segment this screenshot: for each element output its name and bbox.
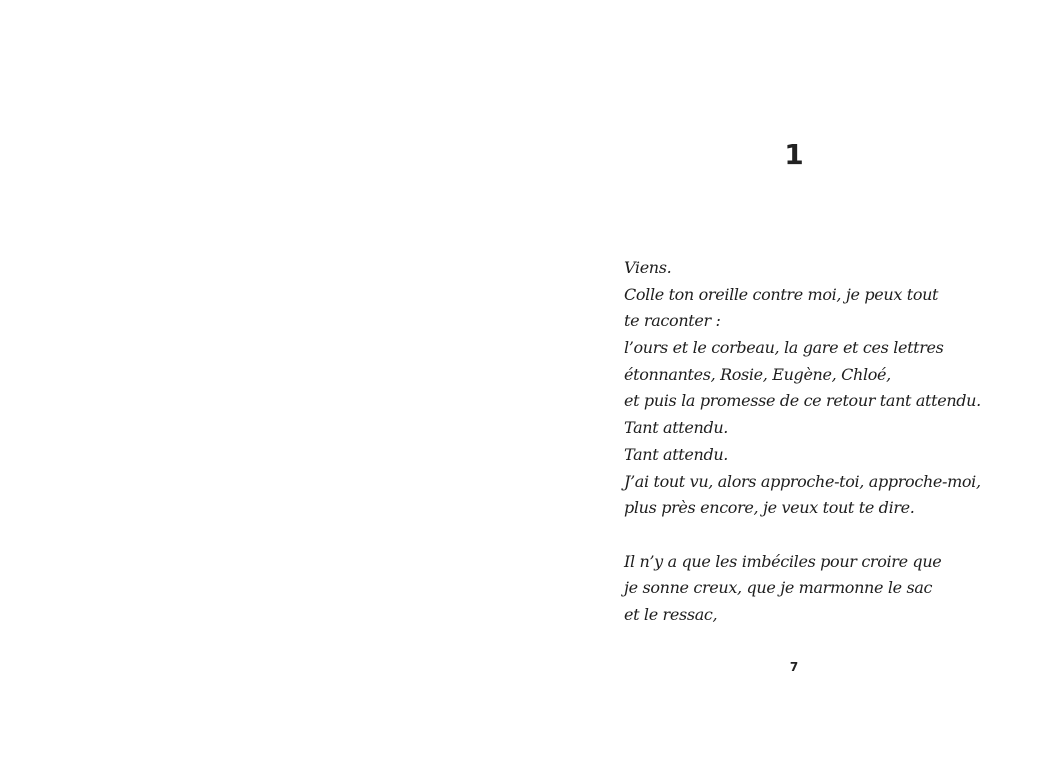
chapter-number: 1: [784, 138, 804, 171]
poem-line: plus près encore, je veux tout te dire.: [624, 498, 915, 518]
poem-line: l’ours et le corbeau, la gare et ces lettres: [624, 338, 944, 358]
stanza-break: [624, 522, 1024, 549]
poem-line: je sonne creux, que je marmonne le sac: [624, 578, 933, 598]
poem-line: et puis la promesse de ce retour tant attendu.: [624, 391, 981, 411]
poem-line: te raconter :: [624, 311, 721, 331]
poem-text: [624, 255, 1024, 629]
poem-line: Tant attendu.: [624, 418, 729, 438]
poem-line: étonnantes, Rosie, Eugène, Chloé,: [624, 364, 891, 384]
poem-line: Colle ton oreille contre moi, je peux tout: [624, 284, 939, 304]
poem-line: Tant attendu.: [624, 444, 729, 464]
poem-line: Viens.: [624, 258, 672, 277]
poem-line: J’ai tout vu, alors approche-toi, approche-moi,: [624, 471, 981, 491]
poem-line: et le ressac,: [624, 604, 718, 624]
poem-line: Il n’y a que les imbéciles pour croire que: [624, 551, 942, 571]
page-number: 7: [789, 660, 799, 674]
